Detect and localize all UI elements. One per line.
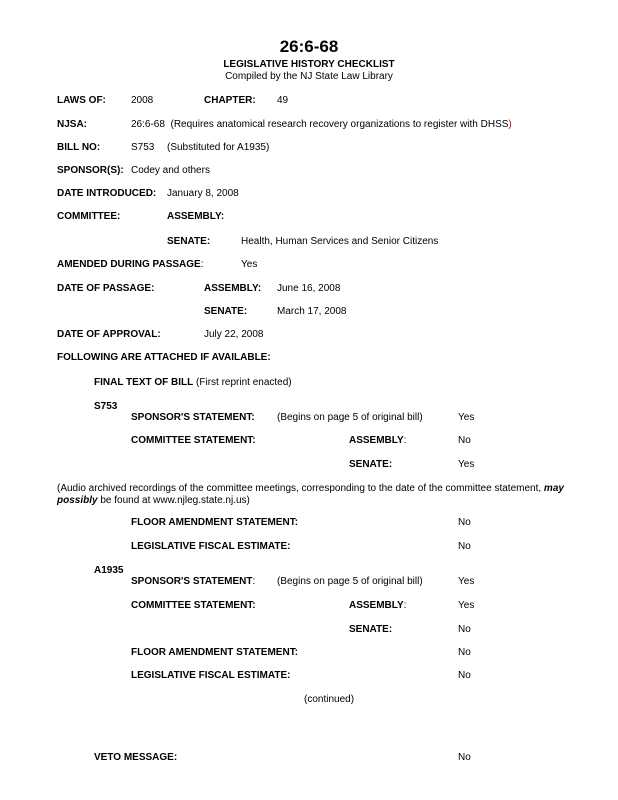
checklist-subtitle: LEGISLATIVE HISTORY CHECKLIST (223, 59, 395, 70)
committee-senate-label: SENATE: (167, 236, 211, 247)
a1935-committee-assembly-value: Yes (458, 600, 475, 611)
date-of-passage-label: DATE OF PASSAGE: (57, 283, 155, 294)
a1935-floor-amendment-value: No (458, 647, 471, 658)
chapter-value: 49 (277, 95, 289, 106)
audio-note-part1: (Audio archived recordings of the committee meetings, corresponding to the date of the committee statement, (57, 483, 544, 494)
a1935-sponsor-statement-value: Yes (458, 576, 475, 587)
compiled-by: Compiled by the NJ State Law Library (225, 71, 393, 82)
passage-assembly-label: ASSEMBLY: (204, 283, 262, 294)
s753-label: S753 (94, 401, 118, 412)
a1935-fiscal-estimate-label: LEGISLATIVE FISCAL ESTIMATE: (131, 670, 291, 681)
sponsors-label: SPONSOR(S): (57, 165, 124, 176)
s753-floor-amendment-label: FLOOR AMENDMENT STATEMENT: (131, 517, 299, 528)
laws-of-value: 2008 (131, 95, 154, 106)
a1935-assembly-colon: : (403, 600, 407, 611)
a1935-committee-statement-label: COMMITTEE STATEMENT: (131, 600, 256, 611)
committee-label: COMMITTEE: (57, 211, 121, 222)
a1935-committee-senate-label: SENATE: (349, 624, 393, 635)
a1935-assembly-text: ASSEMBLY (349, 600, 404, 611)
s753-committee-senate-label: SENATE: (349, 459, 393, 470)
final-text-note: (First reprint enacted) (196, 377, 292, 388)
njsa-section: 26:6-68 (131, 119, 165, 130)
s753-fiscal-estimate-value: No (458, 541, 471, 552)
audio-archive-note (57, 483, 602, 507)
a1935-sponsor-statement-label (131, 576, 255, 588)
continued-note: (continued) (304, 694, 355, 705)
page-title: 26:6-68 (279, 37, 339, 56)
audio-note-part2: be found at www.njleg.state.nj.us) (97, 495, 250, 506)
s753-sponsor-statement-note: (Begins on page 5 of original bill) (277, 412, 423, 423)
date-introduced-label: DATE INTRODUCED: (57, 188, 157, 199)
amended-value: Yes (241, 259, 258, 270)
veto-message-value: No (458, 752, 471, 763)
bill-no-note: (Substituted for A1935) (167, 142, 270, 153)
bill-no-label: BILL NO: (57, 142, 101, 153)
amended-label-text: AMENDED DURING PASSAGE (57, 259, 201, 270)
bill-no-value: S753 (131, 142, 155, 153)
s753-sponsor-statement-value: Yes (458, 412, 475, 423)
final-text-of-bill (94, 377, 292, 389)
committee-assembly-label: ASSEMBLY: (167, 211, 225, 222)
njsa-description: (Requires anatomical research recovery organizations to register with DHSS (170, 119, 509, 130)
a1935-committee-senate-value: No (458, 624, 471, 635)
a1935-fiscal-estimate-value: No (458, 670, 471, 681)
date-introduced-value: January 8, 2008 (167, 188, 239, 199)
amended-label (57, 259, 204, 271)
s753-committee-assembly-value: No (458, 435, 471, 446)
s753-fiscal-estimate-label: LEGISLATIVE FISCAL ESTIMATE: (131, 541, 291, 552)
a1935-sponsor-colon: : (252, 576, 256, 587)
njsa-label: NJSA: (57, 119, 88, 130)
s753-assembly-colon: : (403, 435, 407, 446)
s753-sponsor-statement-label: SPONSOR'S STATEMENT: (131, 412, 255, 423)
s753-floor-amendment-value: No (458, 517, 471, 528)
njsa-value (131, 119, 512, 131)
sponsors-value: Codey and others (131, 165, 210, 176)
attached-heading: FOLLOWING ARE ATTACHED IF AVAILABLE: (57, 352, 271, 363)
a1935-floor-amendment-label: FLOOR AMENDMENT STATEMENT: (131, 647, 299, 658)
passage-senate-value: March 17, 2008 (277, 306, 347, 317)
amended-label-colon: : (200, 259, 204, 270)
passage-senate-label: SENATE: (204, 306, 248, 317)
s753-assembly-text: ASSEMBLY (349, 435, 404, 446)
chapter-label: CHAPTER: (204, 95, 256, 106)
njsa-paren-close: ) (508, 119, 512, 130)
date-of-approval-value: July 22, 2008 (204, 329, 264, 340)
final-text-label: FINAL TEXT OF BILL (94, 377, 194, 388)
s753-committee-assembly-label (349, 435, 406, 447)
a1935-label: A1935 (94, 565, 124, 576)
passage-assembly-value: June 16, 2008 (277, 283, 341, 294)
audio-note-emphasis: may possibly (57, 483, 564, 506)
a1935-committee-assembly-label (349, 600, 406, 612)
s753-committee-senate-value: Yes (458, 459, 475, 470)
date-of-approval-label: DATE OF APPROVAL: (57, 329, 161, 340)
veto-message-label: VETO MESSAGE: (94, 752, 178, 763)
a1935-sponsor-statement-note: (Begins on page 5 of original bill) (277, 576, 423, 587)
laws-of-label: LAWS OF: (57, 95, 106, 106)
a1935-sponsor-text: SPONSOR'S STATEMENT (131, 576, 253, 587)
s753-committee-statement-label: COMMITTEE STATEMENT: (131, 435, 256, 446)
committee-senate-value: Health, Human Services and Senior Citizens (241, 236, 439, 247)
